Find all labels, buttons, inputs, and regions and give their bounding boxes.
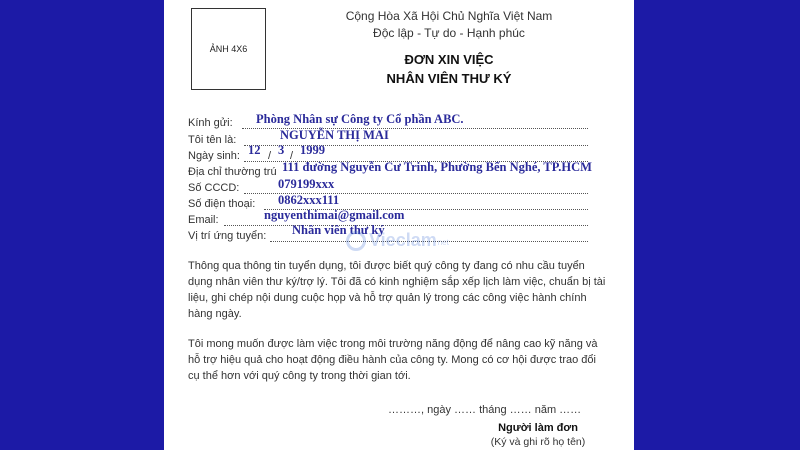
dob-day: 12 [248,143,261,157]
dob-month: 3 [278,143,285,157]
dob-label: Ngày sinh: [188,150,240,162]
date-line: ………, ngày …… tháng …… năm …… [388,404,582,416]
motto: Độc lập - Tự do - Hạnh phúc [373,26,525,40]
body-paragraph-2: Tôi mong muốn được làm việc trong môi trường năng động để nâng cao kỹ năng và hỗ trợ hiệu quả cho hoạt động điều hành của công ty. Mong có cơ hội được trao đổi cụ thể hơn với quý công ty trong thời gian tới. [188,338,598,382]
id-label: Số CCCD: [188,182,240,194]
address-value: 111 đường Nguyễn Cư Trinh, Phường Bến Nghé, TP.HCM [282,160,592,174]
photo-placeholder [191,8,266,90]
form-subtitle: NHÂN VIÊN THƯ KÝ [386,71,512,86]
phone-label: Số điện thoại: [188,198,256,210]
form-title: ĐƠN XIN VIỆC [404,52,494,67]
phone-value: 0862xxx111 [278,193,340,207]
nation-heading: Cộng Hòa Xã Hội Chủ Nghĩa Việt Nam [345,9,553,23]
application-form [164,0,634,450]
position-value: Nhân viên thư ký [292,223,385,237]
address-label: Địa chỉ thường trú [188,166,277,178]
dob-sep-2: / [290,150,294,162]
body-paragraph-1: Thông qua thông tin tuyển dụng, tôi được biết quý công ty đang có nhu cầu tuyển dụng nhân viên thư ký/trợ lý. Tôi đã có kinh nghiệm sắp xếp lịch làm việc, chuẩn bị tài liệu, ghi chép nội dung cuộc họp và hỗ trợ quản lý trong các công việc hành chính hàng ngày. [188,260,606,320]
email-label: Email: [188,214,219,226]
dob-year: 1999 [300,143,325,157]
id-value: 079199xxx [278,177,335,191]
signer-note: (Ký và ghi rõ họ tên) [490,436,586,448]
dob-sep-1: / [268,150,272,162]
watermark-text: Vieclam [369,230,437,250]
signer-title: Người làm đơn [498,422,578,434]
email-dotted-line [224,225,588,226]
name-dotted-line [244,145,588,146]
photo-label: ẢNH 4X6 [209,44,248,54]
watermark [346,230,449,251]
to-value: Phòng Nhân sự Công ty Cổ phần ABC. [256,112,464,126]
watermark-logo-icon [346,231,366,251]
watermark-suffix: net [437,238,449,247]
name-value: NGUYỄN THỊ MAI [280,128,389,142]
to-label: Kính gửi: [188,117,233,129]
name-label: Tôi tên là: [188,134,237,146]
email-value: nguyenthimai@gmail.com [264,208,405,222]
position-label: Vị trí ứng tuyển: [188,230,267,242]
